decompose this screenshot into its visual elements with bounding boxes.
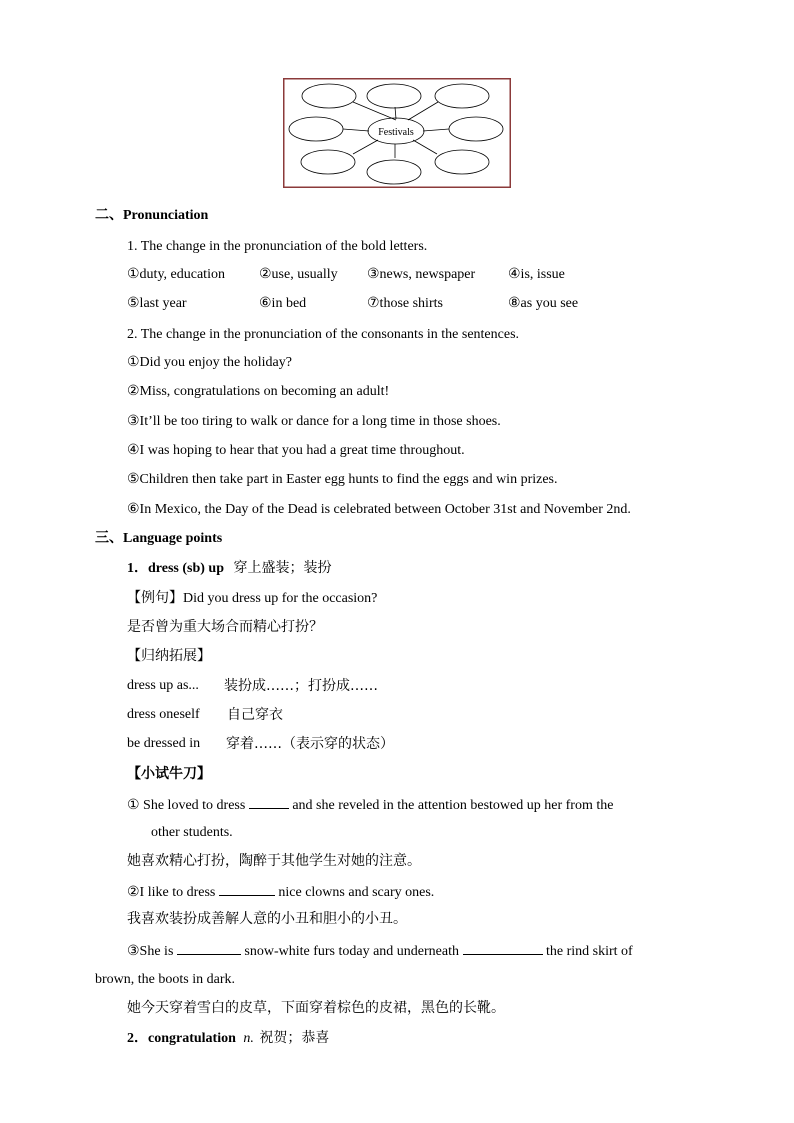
practice-2-translation: 我喜欢装扮成善解人意的小丑和胆小的小丑。	[127, 911, 407, 927]
extension-2	[127, 705, 283, 725]
sentence-1: ①Did you enjoy the holiday?	[127, 355, 292, 370]
answer-blank[interactable]	[463, 940, 543, 955]
practice-1-line-2: other students.	[151, 825, 233, 840]
answer-blank[interactable]	[249, 794, 289, 809]
practice-2-line	[127, 881, 434, 903]
point-2-heading	[127, 1028, 329, 1049]
extension-1-zh: 装扮成……；打扮成……	[224, 678, 378, 694]
point-1-term: dress (sb) up	[148, 561, 224, 576]
practice-3-text-b: snow-white furs today and underneath	[240, 944, 463, 959]
answer-blank[interactable]	[219, 881, 275, 896]
practice-3-line-2: brown, the boots in dark.	[95, 972, 235, 987]
extension-tag: 【归纳拓展】	[127, 648, 211, 664]
pronunciation-row-1	[127, 265, 727, 285]
answer-blank[interactable]	[177, 940, 241, 955]
practice-3-line-1	[127, 940, 633, 962]
practice-1-text-b: and she reveled in the attention bestowed up her from the	[288, 798, 614, 813]
option-2: ②use, usually	[259, 267, 338, 282]
example-tag: 【例句】	[127, 590, 183, 606]
section-title-language-points: 三、Language points	[95, 531, 223, 546]
example-line	[127, 588, 377, 609]
practice-1-line-1	[127, 794, 613, 816]
point-2-term: congratulation	[148, 1031, 236, 1046]
practice-1-text-a: ① She loved to dress	[127, 798, 249, 813]
extension-2-en: dress oneself	[127, 707, 200, 722]
point-2-meaning: 祝贺；恭喜	[259, 1030, 330, 1046]
option-1: ①duty, education	[127, 267, 225, 282]
extension-1-en: dress up as...	[127, 678, 199, 693]
sentence-5: ⑤Children then take part in Easter egg hunts to find the eggs and win prizes.	[127, 472, 558, 487]
point-1-meaning: 穿上盛装；装扮	[233, 560, 332, 576]
sentence-6: ⑥In Mexico, the Day of the Dead is celebrated between October 31st and November 2nd.	[127, 502, 631, 517]
practice-3-translation: 她今天穿着雪白的皮草，下面穿着棕色的皮裙，黑色的长靴。	[127, 1000, 505, 1016]
center-label: Festivals	[378, 127, 414, 138]
option-4: ④is, issue	[508, 267, 565, 282]
section-title-pronunciation: 二、Pronunciation	[95, 208, 209, 223]
sentence-3: ③It’ll be too tiring to walk or dance for a long time in those shoes.	[127, 414, 501, 429]
pronunciation-question-2: 2. The change in the pronunciation of the consonants in the sentences.	[127, 327, 520, 342]
point-1-number: 1．	[127, 561, 148, 576]
pronunciation-row-2	[127, 294, 727, 314]
point-2-number: 2．	[127, 1031, 148, 1046]
practice-tag: 【小试牛刀】	[127, 766, 211, 782]
point-2-pos: n.	[243, 1031, 254, 1046]
example-sentence: Did you dress up for the occasion?	[183, 591, 378, 606]
option-5: ⑤last year	[127, 296, 187, 311]
sentence-2: ②Miss, congratulations on becoming an adult!	[127, 384, 390, 399]
extension-1	[127, 676, 378, 696]
point-1-heading	[127, 558, 332, 579]
option-7: ⑦those shirts	[367, 296, 443, 311]
practice-1-translation: 她喜欢精心打扮，陶醉于其他学生对她的注意。	[127, 853, 421, 869]
option-3: ③news, newspaper	[367, 267, 476, 282]
festivals-mind-map	[283, 78, 511, 188]
practice-2-text-b: nice clowns and scary ones.	[274, 885, 435, 900]
practice-3-text-c: the rind skirt of	[542, 944, 633, 959]
option-6: ⑥in bed	[259, 296, 307, 311]
extension-3	[127, 734, 394, 754]
sentence-4: ④I was hoping to hear that you had a great time throughout.	[127, 443, 465, 458]
option-8: ⑧as you see	[508, 296, 579, 311]
extension-3-zh: 穿着……（表示穿的状态）	[226, 736, 394, 752]
example-translation: 是否曾为重大场合而精心打扮？	[127, 619, 323, 635]
practice-3-text-a: ③She is	[127, 944, 177, 959]
extension-2-zh: 自己穿衣	[227, 707, 283, 723]
extension-3-en: be dressed in	[127, 736, 201, 751]
practice-2-text-a: ②I like to dress	[127, 885, 219, 900]
pronunciation-question-1: 1. The change in the pronunciation of the bold letters.	[127, 239, 428, 254]
